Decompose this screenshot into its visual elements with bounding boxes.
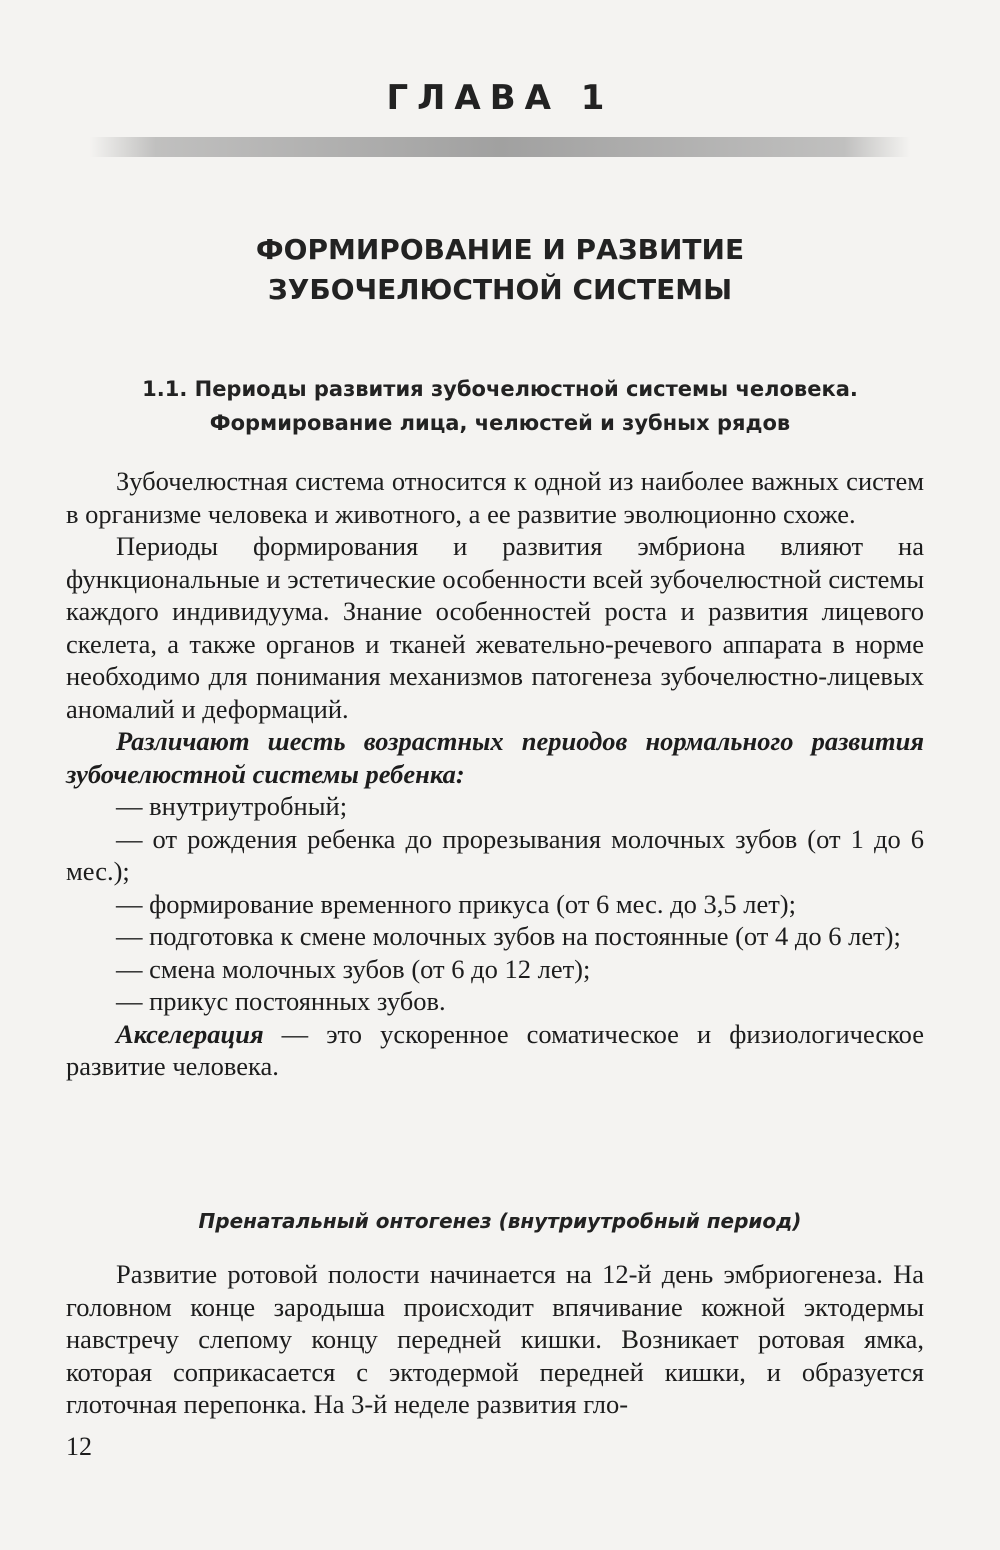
period-item-5: — смена молочных зубов (от 6 до 12 лет); bbox=[116, 953, 591, 984]
subsection-text bbox=[66, 1258, 924, 1421]
chapter-label: ГЛАВА 1 bbox=[386, 78, 614, 118]
main-text bbox=[66, 465, 924, 1083]
chapter-divider bbox=[90, 137, 910, 157]
subsection-heading: Пренатальный онтогенез (внутриутробный период) bbox=[198, 1209, 802, 1233]
chapter-title-line-2: ЗУБОЧЕЛЮСТНОЙ СИСТЕМЫ bbox=[267, 273, 733, 306]
period-item-3: — формирование временного прикуса (от 6 мес. до 3,5 лет); bbox=[116, 888, 796, 919]
period-item-4: — подготовка к смене молочных зубов на постоянные (от 4 до 6 лет); bbox=[116, 921, 901, 951]
period-item-1: — внутриутробный; bbox=[116, 791, 348, 821]
paragraph-1: Зубочелюстная система относится к одной из наиболее важных систем в организме человека и животного, а ее развитие эволюционно схоже. bbox=[66, 466, 924, 529]
periods-intro: Различают шесть возрастных периодов нормального развития зубочелюстной системы ребенка: bbox=[66, 726, 924, 789]
definition-paragraph bbox=[66, 1018, 924, 1083]
definition-term: Акселерация bbox=[116, 1018, 264, 1049]
definition-text: — это ускоренное соматическое и физиологическое развитие человека. bbox=[66, 1018, 924, 1081]
chapter-title bbox=[0, 230, 1000, 310]
period-item-6: — прикус постоянных зубов. bbox=[116, 986, 446, 1016]
page-number: 12 bbox=[66, 1432, 92, 1461]
subsection-paragraph-1: Развитие ротовой полости начинается на 12-й день эмбриогенеза. На головном конце зародыша происходит впячивание кожной эктодермы навстречу слепому концу передней кишки. Возникает ротовая ямка, которая соприкасается с эктодермой передней кишки, и образуется глоточная перепонка. На 3-й неделе развития гло- bbox=[66, 1259, 924, 1419]
section-title bbox=[0, 372, 1000, 440]
section-title-line-2: Формирование лица, челюстей и зубных рядов bbox=[209, 411, 791, 435]
paragraph-2: Периоды формирования и развития эмбриона влияют на функциональные и эстетические особенности всей зубочелюстной системы каждого индивидуума. Знание особенностей роста и развития лицевого скелета, а также органов и тканей жевательно-речевого аппарата в норме необходимо для понимания механизмов патогенеза зубочелюстно-лицевых аномалий и деформаций. bbox=[66, 531, 924, 724]
chapter-title-line-1: ФОРМИРОВАНИЕ И РАЗВИТИЕ bbox=[255, 233, 745, 266]
section-title-line-1: 1.1. Периоды развития зубочелюстной системы человека. bbox=[142, 377, 858, 401]
period-item-2: — от рождения ребенка до прорезывания молочных зубов (от 1 до 6 мес.); bbox=[66, 823, 924, 886]
